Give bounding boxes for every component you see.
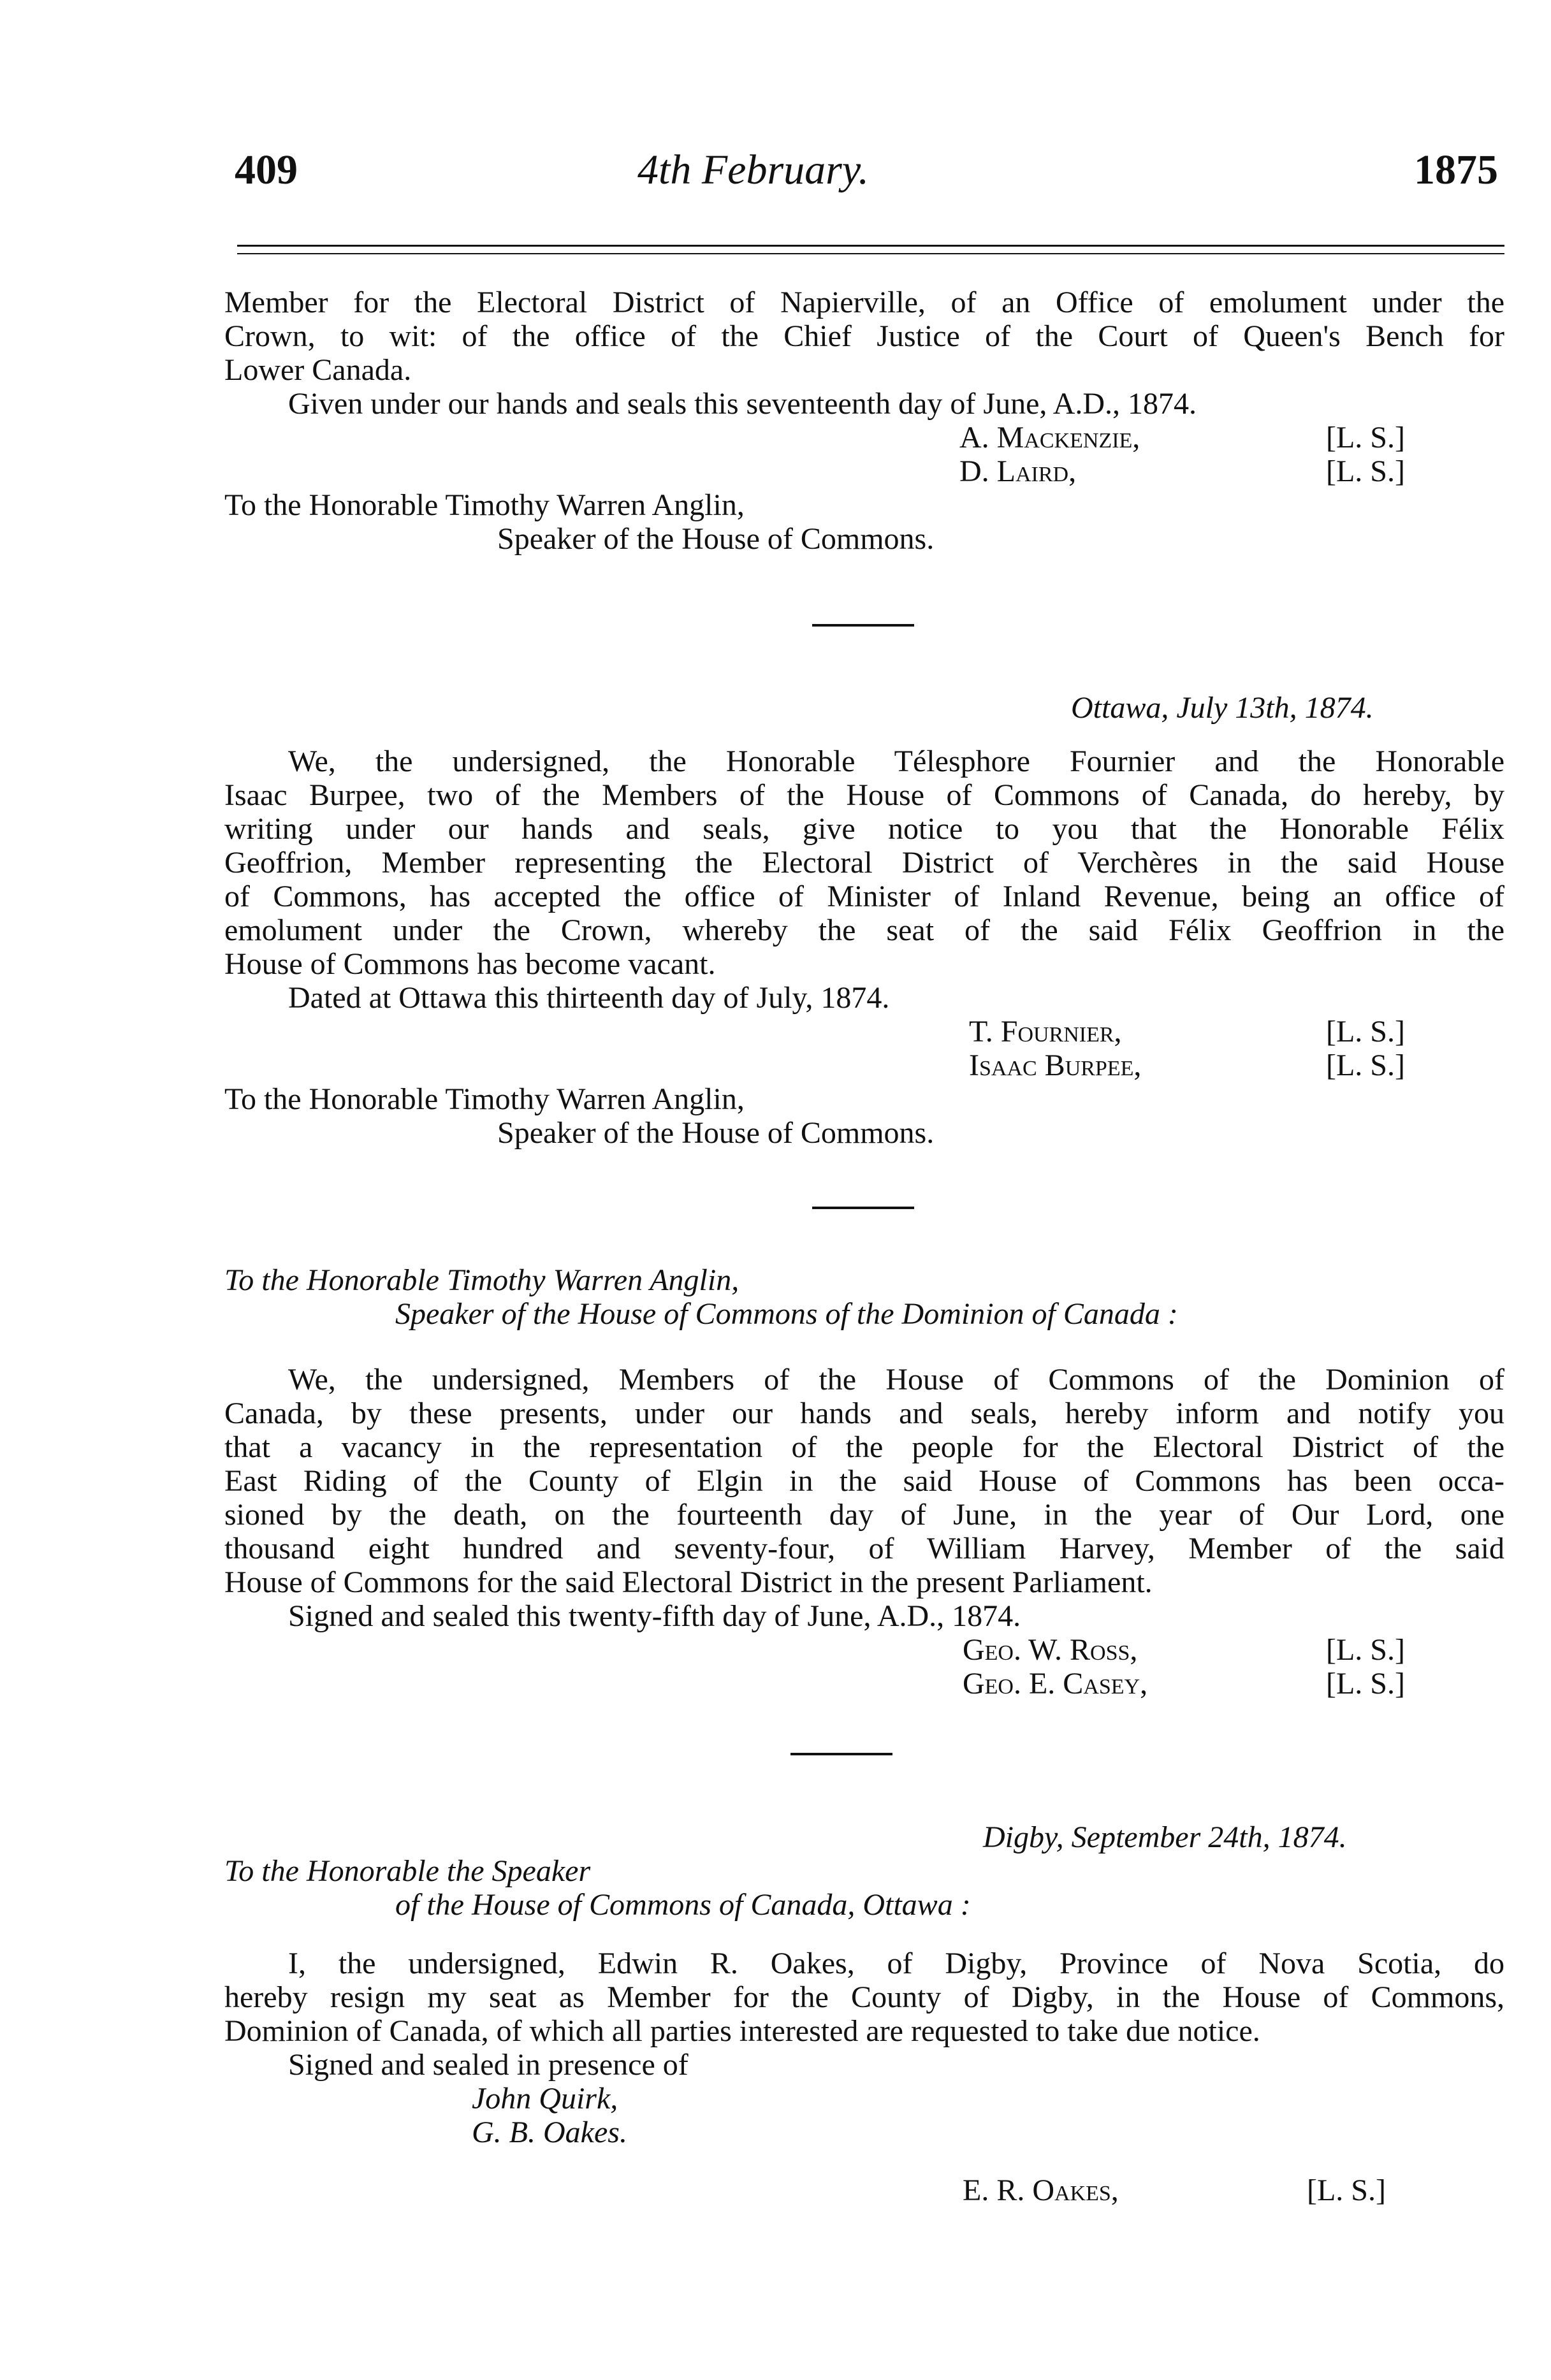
addressee-title: Speaker of the House of Commons.	[497, 1116, 935, 1150]
signer-name: E. R. Oakes,	[963, 2173, 1119, 2207]
given-line: Given under our hands and seals this seventeenth day of June, A.D., 1874.	[288, 387, 1197, 421]
witness-name: John Quirk,	[472, 2082, 618, 2115]
text-line: writing under our hands and seals, give notice to you that the Honorable Félix	[224, 812, 1504, 846]
text-line: Geoffrion, Member representing the Electoral District of Verchères in the said House	[224, 846, 1504, 880]
signer-name: A. Mackenzie,	[959, 421, 1140, 454]
page-date-title: 4th February.	[637, 147, 869, 193]
seal-mark: [L. S.]	[1326, 454, 1405, 488]
text-line: House of Commons for the said Electoral District in the present Parliament.	[224, 1565, 1153, 1599]
dated-line: Dated at Ottawa this thirteenth day of July, 1874.	[288, 981, 890, 1015]
text-line: We, the undersigned, the Honorable Télesphore Fournier and the Honorable	[288, 744, 1504, 778]
addressee-line: To the Honorable the Speaker	[224, 1854, 591, 1888]
signer-name: Isaac Burpee,	[969, 1049, 1142, 1082]
text-line: sioned by the death, on the fourteenth day of June, in the year of Our Lord, one	[224, 1498, 1504, 1532]
signer-name: Geo. W. Ross,	[963, 1633, 1138, 1667]
section1-paragraph	[224, 286, 1504, 421]
signer-name: D. Laird,	[959, 454, 1077, 488]
section-divider	[790, 1753, 892, 1755]
addressee-line: To the Honorable Timothy Warren Anglin,	[224, 1263, 739, 1297]
signed-line: Signed and sealed this twenty-fifth day of June, A.D., 1874.	[288, 1599, 1021, 1633]
section-divider	[812, 1207, 914, 1209]
text-line: Canada, by these presents, under our hands and seals, hereby inform and notify you	[224, 1397, 1504, 1430]
addressee-title: Speaker of the House of Commons.	[497, 522, 935, 556]
witness-name: G. B. Oakes.	[472, 2115, 627, 2149]
seal-mark: [L. S.]	[1307, 2173, 1386, 2207]
seal-mark: [L. S.]	[1326, 1633, 1405, 1667]
text-line: hereby resign my seat as Member for the County of Digby, in the House of Commons,	[224, 1980, 1504, 2014]
text-line: of Commons, has accepted the office of Minister of Inland Revenue, being an office of	[224, 880, 1504, 913]
addressee-line: To the Honorable Timothy Warren Anglin,	[224, 488, 745, 522]
text-line: that a vacancy in the representation of the people for the Electoral District of the	[224, 1430, 1504, 1464]
signer-name: T. Fournier,	[969, 1015, 1122, 1049]
addressee-title: Speaker of the House of Commons of the Dominion of Canada :	[395, 1297, 1178, 1331]
text-line: Lower Canada.	[224, 353, 412, 387]
signed-line: Signed and sealed in presence of	[288, 2048, 688, 2082]
seal-mark: [L. S.]	[1326, 1049, 1405, 1082]
text-line: Member for the Electoral District of Napierville, of an Office of emolument under the	[224, 286, 1504, 319]
section-divider	[812, 624, 914, 627]
place-date: Ottawa, July 13th, 1874.	[1071, 691, 1374, 725]
section2-paragraph	[224, 744, 1504, 1015]
seal-mark: [L. S.]	[1326, 1667, 1405, 1701]
text-line: Crown, to wit: of the office of the Chief Justice of the Court of Queen's Bench for	[224, 319, 1504, 353]
seal-mark: [L. S.]	[1326, 1015, 1405, 1049]
text-line: emolument under the Crown, whereby the seat of the said Félix Geoffrion in the	[224, 913, 1504, 947]
page-number: 409	[235, 147, 298, 193]
header-double-rule	[237, 245, 1504, 254]
section4-paragraph	[224, 1947, 1504, 2082]
page-year: 1875	[1414, 147, 1498, 193]
place-date: Digby, September 24th, 1874.	[983, 1820, 1347, 1854]
section3-paragraph	[224, 1363, 1504, 1633]
text-line: We, the undersigned, Members of the House of Commons of the Dominion of	[288, 1363, 1504, 1397]
text-line: House of Commons has become vacant.	[224, 947, 716, 981]
addressee-title: of the House of Commons of Canada, Ottawa :	[395, 1888, 971, 1922]
text-line: Isaac Burpee, two of the Members of the House of Commons of Canada, do hereby, by	[224, 778, 1504, 812]
text-line: thousand eight hundred and seventy-four, of William Harvey, Member of the said	[224, 1532, 1504, 1565]
seal-mark: [L. S.]	[1326, 421, 1405, 454]
text-line: Dominion of Canada, of which all parties interested are requested to take due notice.	[224, 2014, 1260, 2048]
addressee-line: To the Honorable Timothy Warren Anglin,	[224, 1082, 745, 1116]
text-line: East Riding of the County of Elgin in the said House of Commons has been occa-	[224, 1464, 1504, 1498]
text-line: I, the undersigned, Edwin R. Oakes, of Digby, Province of Nova Scotia, do	[288, 1947, 1504, 1980]
signer-name: Geo. E. Casey,	[963, 1667, 1148, 1701]
